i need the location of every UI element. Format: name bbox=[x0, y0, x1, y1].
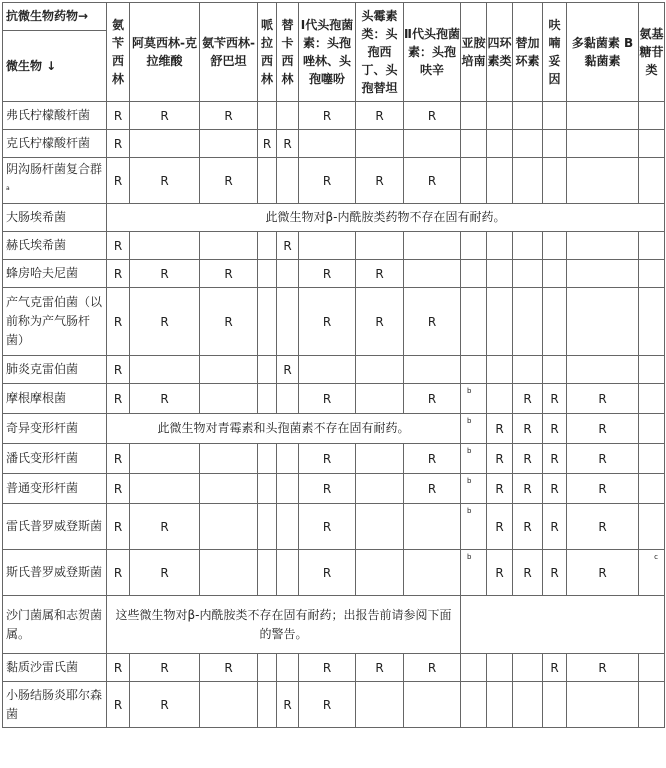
organism-name: 黏质沙雷氏菌 bbox=[3, 654, 107, 682]
resistance-cell: R bbox=[299, 550, 356, 596]
resistance-cell: R bbox=[130, 260, 200, 288]
resistance-cell bbox=[513, 356, 543, 384]
organism-name: 沙门菌属和志贺菌属。 bbox=[3, 596, 107, 654]
table-body bbox=[3, 102, 665, 728]
resistance-cell: R bbox=[107, 130, 130, 158]
resistance-cell: R bbox=[258, 130, 277, 158]
resistance-cell bbox=[277, 102, 299, 130]
table-row bbox=[3, 356, 665, 384]
resistance-cell bbox=[404, 504, 461, 550]
resistance-cell: R bbox=[200, 288, 258, 356]
resistance-cell bbox=[356, 130, 404, 158]
resistance-cell: R bbox=[299, 158, 356, 204]
resistance-cell bbox=[487, 288, 513, 356]
resistance-cell bbox=[200, 504, 258, 550]
organism-name: 阴沟肠杆菌复合群$^a$ bbox=[3, 158, 107, 204]
resistance-cell bbox=[200, 444, 258, 474]
resistance-cell bbox=[487, 232, 513, 260]
resistance-cell bbox=[356, 232, 404, 260]
resistance-cell: R bbox=[299, 260, 356, 288]
resistance-cell bbox=[513, 102, 543, 130]
resistance-cell: R bbox=[277, 356, 299, 384]
resistance-cell bbox=[200, 474, 258, 504]
resistance-cell: R bbox=[513, 550, 543, 596]
resistance-cell bbox=[639, 444, 665, 474]
resistance-cell: R bbox=[404, 158, 461, 204]
resistance-cell bbox=[130, 232, 200, 260]
resistance-cell: R bbox=[299, 444, 356, 474]
resistance-cell bbox=[513, 288, 543, 356]
organism-name: 普通变形杆菌 bbox=[3, 474, 107, 504]
resistance-cell: R bbox=[107, 550, 130, 596]
resistance-cell bbox=[543, 356, 567, 384]
col-header: 哌拉西林 bbox=[258, 3, 277, 102]
col-header: 呋喃妥因 bbox=[543, 3, 567, 102]
resistance-cell bbox=[258, 682, 277, 728]
resistance-cell bbox=[461, 288, 487, 356]
resistance-cell bbox=[639, 288, 665, 356]
table-row bbox=[3, 158, 665, 204]
resistance-cell bbox=[487, 654, 513, 682]
resistance-cell: R bbox=[130, 384, 200, 414]
resistance-cell: R bbox=[107, 158, 130, 204]
resistance-cell bbox=[258, 158, 277, 204]
resistance-cell bbox=[277, 384, 299, 414]
resistance-cell bbox=[200, 356, 258, 384]
resistance-cell bbox=[200, 384, 258, 414]
resistance-cell bbox=[461, 130, 487, 158]
organism-name: 潘氏变形杆菌 bbox=[3, 444, 107, 474]
resistance-cell bbox=[258, 356, 277, 384]
resistance-cell bbox=[258, 102, 277, 130]
table-row bbox=[3, 682, 665, 728]
organism-name: 斯氏普罗威登斯菌 bbox=[3, 550, 107, 596]
resistance-cell bbox=[567, 288, 639, 356]
resistance-cell bbox=[200, 550, 258, 596]
resistance-cell bbox=[404, 356, 461, 384]
resistance-cell: R bbox=[513, 384, 543, 414]
resistance-cell bbox=[639, 130, 665, 158]
resistance-cell: R bbox=[107, 288, 130, 356]
resistance-cell: R bbox=[107, 504, 130, 550]
resistance-cell bbox=[639, 474, 665, 504]
col-header: Ⅰ代头孢菌素：头孢唑林、头孢噻吩 bbox=[299, 3, 356, 102]
resistance-cell bbox=[567, 158, 639, 204]
resistance-cell: b bbox=[461, 414, 487, 444]
resistance-cell bbox=[356, 474, 404, 504]
resistance-cell: R bbox=[299, 288, 356, 356]
resistance-cell bbox=[513, 158, 543, 204]
resistance-cell: R bbox=[130, 654, 200, 682]
resistance-cell: R bbox=[487, 474, 513, 504]
col-header: 多黏菌素 B 黏菌素 bbox=[567, 3, 639, 102]
resistance-cell bbox=[567, 682, 639, 728]
resistance-cell: R bbox=[277, 130, 299, 158]
resistance-cell: R bbox=[404, 102, 461, 130]
resistance-cell bbox=[639, 504, 665, 550]
resistance-cell bbox=[487, 158, 513, 204]
resistance-cell: R bbox=[487, 414, 513, 444]
resistance-cell bbox=[299, 232, 356, 260]
resistance-cell: R bbox=[567, 550, 639, 596]
resistance-cell bbox=[639, 654, 665, 682]
col-header: 四环素类 bbox=[487, 3, 513, 102]
organism-name: 摩根摩根菌 bbox=[3, 384, 107, 414]
table-row bbox=[3, 288, 665, 356]
resistance-cell bbox=[277, 260, 299, 288]
resistance-cell: R bbox=[543, 384, 567, 414]
resistance-cell bbox=[258, 654, 277, 682]
resistance-cell: R bbox=[130, 504, 200, 550]
table-row bbox=[3, 232, 665, 260]
resistance-cell bbox=[513, 654, 543, 682]
resistance-cell: R bbox=[543, 550, 567, 596]
table-row bbox=[3, 474, 665, 504]
resistance-cell bbox=[356, 682, 404, 728]
header-corner bbox=[3, 3, 107, 102]
table-row bbox=[3, 654, 665, 682]
resistance-cell: R bbox=[107, 444, 130, 474]
organism-name: 克氏柠檬酸杆菌 bbox=[3, 130, 107, 158]
resistance-cell bbox=[258, 550, 277, 596]
table-row bbox=[3, 444, 665, 474]
table-row bbox=[3, 384, 665, 414]
header-row bbox=[3, 3, 665, 102]
resistance-cell: b bbox=[461, 474, 487, 504]
resistance-cell: R bbox=[130, 682, 200, 728]
resistance-cell bbox=[258, 384, 277, 414]
resistance-cell bbox=[639, 158, 665, 204]
resistance-cell bbox=[543, 682, 567, 728]
resistance-cell: R bbox=[299, 682, 356, 728]
resistance-cell bbox=[487, 356, 513, 384]
resistance-cell bbox=[277, 158, 299, 204]
resistance-cell bbox=[513, 260, 543, 288]
resistance-cell: R bbox=[487, 504, 513, 550]
resistance-cell bbox=[130, 474, 200, 504]
resistance-cell bbox=[461, 260, 487, 288]
resistance-cell: R bbox=[299, 474, 356, 504]
resistance-cell: R bbox=[487, 550, 513, 596]
resistance-cell bbox=[356, 444, 404, 474]
resistance-cell bbox=[567, 232, 639, 260]
resistance-cell: R bbox=[200, 158, 258, 204]
resistance-cell: R bbox=[277, 232, 299, 260]
resistance-cell bbox=[277, 444, 299, 474]
resistance-cell: R bbox=[107, 232, 130, 260]
footnote-marker: a bbox=[6, 185, 10, 192]
resistance-cell: R bbox=[356, 654, 404, 682]
resistance-cell: R bbox=[404, 474, 461, 504]
organism-name: 小肠结肠炎耶尔森菌 bbox=[3, 682, 107, 728]
resistance-cell: R bbox=[130, 102, 200, 130]
resistance-cell bbox=[461, 158, 487, 204]
row-note: 这些微生物对β-内酰胺类不存在固有耐药；出报告前请参阅下面的警告。 bbox=[107, 596, 461, 654]
resistance-cell bbox=[567, 130, 639, 158]
resistance-cell bbox=[567, 356, 639, 384]
organism-name: 蜂房哈夫尼菌 bbox=[3, 260, 107, 288]
resistance-cell: R bbox=[404, 654, 461, 682]
resistance-cell bbox=[639, 232, 665, 260]
resistance-cell bbox=[543, 130, 567, 158]
resistance-cell: R bbox=[513, 504, 543, 550]
resistance-cell: R bbox=[543, 474, 567, 504]
resistance-cell bbox=[487, 102, 513, 130]
resistance-cell bbox=[461, 102, 487, 130]
header-organism-label: 微生物 ↓ bbox=[6, 59, 57, 73]
resistance-cell bbox=[461, 356, 487, 384]
resistance-cell bbox=[543, 232, 567, 260]
resistance-cell bbox=[258, 260, 277, 288]
col-header: 亚胺培南 bbox=[461, 3, 487, 102]
resistance-cell bbox=[513, 130, 543, 158]
resistance-cell bbox=[487, 682, 513, 728]
resistance-cell: b bbox=[461, 444, 487, 474]
resistance-cell bbox=[543, 102, 567, 130]
organism-name: 雷氏普罗威登斯菌 bbox=[3, 504, 107, 550]
col-header: 替卡西林 bbox=[277, 3, 299, 102]
table-row bbox=[3, 260, 665, 288]
resistance-cell: R bbox=[107, 102, 130, 130]
resistance-cell bbox=[356, 550, 404, 596]
resistance-cell: R bbox=[487, 444, 513, 474]
resistance-cell: R bbox=[277, 682, 299, 728]
resistance-cell: R bbox=[356, 158, 404, 204]
organism-name: 赫氏埃希菌 bbox=[3, 232, 107, 260]
resistance-cell bbox=[130, 444, 200, 474]
col-header: 阿莫西林-克拉维酸 bbox=[130, 3, 200, 102]
organism-name: 产气克雷伯菌（以前称为产气肠杆菌） bbox=[3, 288, 107, 356]
resistance-cell bbox=[277, 654, 299, 682]
resistance-cell bbox=[258, 504, 277, 550]
col-header: 替加环素 bbox=[513, 3, 543, 102]
col-header: 氨基糖苷类 bbox=[639, 3, 665, 102]
resistance-cell: R bbox=[356, 102, 404, 130]
resistance-cell: R bbox=[107, 682, 130, 728]
resistance-cell bbox=[200, 130, 258, 158]
organism-name: 大肠埃希菌 bbox=[3, 204, 107, 232]
resistance-cell: R bbox=[404, 444, 461, 474]
resistance-cell bbox=[277, 288, 299, 356]
resistance-cell: R bbox=[356, 288, 404, 356]
resistance-cell bbox=[639, 682, 665, 728]
resistance-cell bbox=[461, 682, 487, 728]
table-row bbox=[3, 130, 665, 158]
resistance-cell bbox=[258, 474, 277, 504]
table-row bbox=[3, 102, 665, 130]
resistance-cell: R bbox=[567, 654, 639, 682]
resistance-cell bbox=[299, 356, 356, 384]
resistance-cell bbox=[461, 232, 487, 260]
resistance-cell: R bbox=[107, 654, 130, 682]
resistance-cell: R bbox=[567, 384, 639, 414]
resistance-cell bbox=[513, 232, 543, 260]
organism-name: 弗氏柠檬酸杆菌 bbox=[3, 102, 107, 130]
resistance-cell bbox=[639, 384, 665, 414]
resistance-cell bbox=[277, 474, 299, 504]
resistance-cell: R bbox=[299, 384, 356, 414]
empty-cell bbox=[461, 596, 665, 654]
resistance-cell: R bbox=[299, 654, 356, 682]
resistance-cell: R bbox=[107, 384, 130, 414]
table-row bbox=[3, 550, 665, 596]
row-note: 此微生物对青霉素和头孢菌素不存在固有耐药。 bbox=[107, 414, 461, 444]
organism-name: 奇异变形杆菌 bbox=[3, 414, 107, 444]
resistance-cell: R bbox=[299, 504, 356, 550]
resistance-cell bbox=[277, 504, 299, 550]
resistance-cell bbox=[461, 654, 487, 682]
resistance-cell: b bbox=[461, 384, 487, 414]
organism-name: 肺炎克雷伯菌 bbox=[3, 356, 107, 384]
resistance-cell bbox=[356, 356, 404, 384]
resistance-cell bbox=[487, 384, 513, 414]
resistance-table bbox=[2, 2, 665, 728]
resistance-cell: R bbox=[513, 414, 543, 444]
resistance-cell: R bbox=[107, 474, 130, 504]
col-header: 氨苄西林-舒巴坦 bbox=[200, 3, 258, 102]
resistance-cell: R bbox=[200, 260, 258, 288]
resistance-cell bbox=[639, 102, 665, 130]
resistance-cell: R bbox=[130, 158, 200, 204]
resistance-cell: R bbox=[567, 504, 639, 550]
resistance-cell: R bbox=[299, 102, 356, 130]
resistance-cell bbox=[299, 130, 356, 158]
resistance-cell bbox=[404, 682, 461, 728]
resistance-cell bbox=[487, 260, 513, 288]
resistance-cell: R bbox=[543, 504, 567, 550]
resistance-cell bbox=[567, 260, 639, 288]
resistance-cell bbox=[200, 682, 258, 728]
resistance-cell: R bbox=[543, 414, 567, 444]
col-header: Ⅱ代头孢菌素：头孢呋辛 bbox=[404, 3, 461, 102]
resistance-cell: R bbox=[543, 444, 567, 474]
table-row bbox=[3, 204, 665, 232]
resistance-cell: R bbox=[200, 654, 258, 682]
table-row bbox=[3, 596, 665, 654]
resistance-cell bbox=[487, 130, 513, 158]
resistance-cell bbox=[130, 356, 200, 384]
resistance-cell bbox=[404, 232, 461, 260]
resistance-cell: R bbox=[567, 414, 639, 444]
resistance-cell: R bbox=[404, 384, 461, 414]
row-note: 此微生物对β-内酰胺类药物不存在固有耐药。 bbox=[107, 204, 665, 232]
resistance-cell bbox=[404, 130, 461, 158]
resistance-cell: R bbox=[513, 474, 543, 504]
resistance-cell bbox=[639, 414, 665, 444]
resistance-cell bbox=[543, 158, 567, 204]
resistance-cell bbox=[277, 550, 299, 596]
resistance-cell: R bbox=[404, 288, 461, 356]
resistance-cell bbox=[404, 550, 461, 596]
resistance-cell bbox=[258, 288, 277, 356]
resistance-cell bbox=[567, 102, 639, 130]
resistance-cell: R bbox=[130, 550, 200, 596]
resistance-cell: R bbox=[567, 444, 639, 474]
col-header: 氨苄西林 bbox=[107, 3, 130, 102]
resistance-cell bbox=[639, 356, 665, 384]
resistance-cell: R bbox=[107, 356, 130, 384]
resistance-cell: R bbox=[543, 654, 567, 682]
resistance-cell: R bbox=[107, 260, 130, 288]
resistance-cell: R bbox=[130, 288, 200, 356]
resistance-cell: R bbox=[200, 102, 258, 130]
resistance-cell bbox=[356, 384, 404, 414]
resistance-cell: R bbox=[513, 444, 543, 474]
resistance-cell bbox=[130, 130, 200, 158]
resistance-cell bbox=[543, 288, 567, 356]
resistance-cell: b bbox=[461, 550, 487, 596]
resistance-cell bbox=[258, 232, 277, 260]
resistance-cell bbox=[356, 504, 404, 550]
resistance-cell bbox=[258, 444, 277, 474]
resistance-cell bbox=[513, 682, 543, 728]
resistance-cell: R bbox=[567, 474, 639, 504]
resistance-cell bbox=[404, 260, 461, 288]
table-row bbox=[3, 414, 665, 444]
resistance-cell bbox=[543, 260, 567, 288]
table-row bbox=[3, 504, 665, 550]
header-antimicrobial-label: 抗微生物药物→ bbox=[3, 3, 106, 31]
resistance-cell: c bbox=[639, 550, 665, 596]
resistance-cell: R bbox=[356, 260, 404, 288]
col-header: 头霉素类：头孢西丁、头孢替坦 bbox=[356, 3, 404, 102]
resistance-cell: b bbox=[461, 504, 487, 550]
resistance-cell bbox=[200, 232, 258, 260]
resistance-cell bbox=[639, 260, 665, 288]
